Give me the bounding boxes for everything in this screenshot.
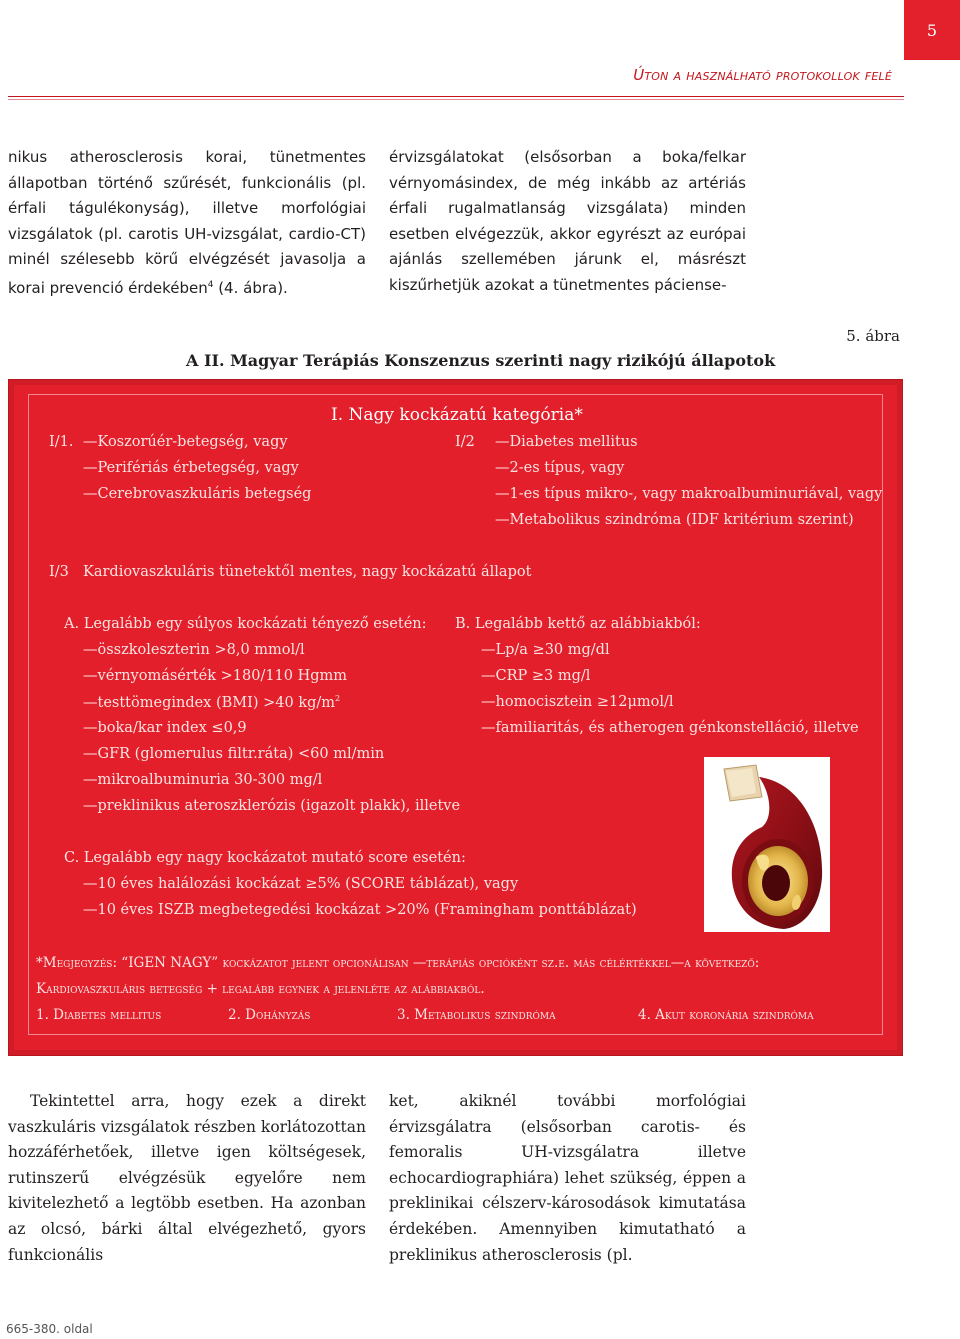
b-item: —familiaritás, és atherogen génkonstelláció, illetve [481,720,859,736]
top-text-column-2 [389,145,746,299]
i3-label: I/3 [49,564,69,580]
i2-item: —2-es típus, vagy [495,460,625,476]
i1-item: —Perifériás érbetegség, vagy [83,460,299,476]
a-item: —mikroalbuminuria 30-300 mg/l [83,772,323,788]
a-item: —preklinikus ateroszklerózis (igazolt plakk), illetve [83,798,461,814]
b-item: —Lp/a ≥30 mg/dl [481,642,610,658]
a-item-bmi-text: —testtömegindex (BMI) >40 kg/m [83,694,336,711]
a-item: —vérnyomásérték >180/110 Hgmm [83,668,348,684]
note-item: 1. Diabetes mellitus [36,1007,162,1023]
a-item-bmi [83,694,340,711]
header-rule [8,96,904,97]
a-item: —összkoleszterin >8,0 mmol/l [83,642,305,658]
note-item: 3. Metabolikus szindróma [397,1007,556,1023]
section-c-header: C. Legalább egy nagy kockázatot mutató score esetén: [64,850,466,866]
figure-title: A II. Magyar Terápiás Konszenzus szerinti nagy rizikójú állapotok [186,351,776,370]
i1-item: —Koszorúér-betegség, vagy [83,434,288,450]
i3-text: Kardiovaszkuláris tünetektől mentes, nagy kockázatú állapot [83,564,532,580]
section-a-header: A. Legalább egy súlyos kockázati tényező esetén: [64,616,427,632]
top-col1-text: nikus atherosclerosis korai, tünetmentes állapotban történő szűrését, funkcionális (pl. érfali tágulékonyság), illetve morfológiai vizsgálatok (pl. carotis UH-vizsgálat, cardio-CT) minél szélesebb körű elvégzését javasolja a korai prevenció érdekében [8,148,366,297]
a-item: —GFR (glomerulus filtr.ráta) <60 ml/min [83,746,385,762]
note-item: 2. Dohányzás [228,1007,311,1023]
page-number: 5 [904,0,960,60]
page-footer: 665-380. oldal [6,1322,93,1336]
artery-illustration [704,757,830,932]
artery-cross-section-image [704,757,830,932]
i2-label: I/2 [455,434,475,450]
i1-item: —Cerebrovaszkuláris betegség [83,486,312,502]
note-item: 4. Akut koronária szindróma [638,1007,814,1023]
a-item: —boka/kar index ≤0,9 [83,720,247,736]
i2-item: —1-es típus mikro-, vagy makroalbuminuriával, vagy [495,486,883,502]
i2-item: —Metabolikus szindróma (IDF kritérium szerint) [495,512,854,528]
bottom-text-column-1 [8,1089,366,1268]
top-text-column-1 [8,145,366,302]
running-head: Úton a használható protokollok felé [633,66,892,84]
figure-label: 5. ábra [846,327,900,345]
risk-category-box [8,379,903,1056]
bottom-text-column-2 [389,1089,746,1268]
bottom-col2-text: ket, akiknél további morfológiai érvizsgálatra (elsősorban carotis- és femoralis UH-vizsgálatra illetve echocardiographiára) lehet szükség, éppen a preklinikai célszerv-károsodások kimutatása érdekében. Amennyiben kimutatható a preklinikus atherosclerosis (pl. [389,1092,746,1264]
bmi-sup: 2 [335,694,341,703]
footnote-ref: 4 [207,279,214,290]
note-line-1: *Megjegyzés: “IGEN NAGY” kockázatot jelent opcionálisan —terápiás opcióként sz.e. más célértékkel—a következő: [36,955,760,971]
b-item: —CRP ≥3 mg/l [481,668,591,684]
top-col1-end: (4. ábra). [213,278,288,297]
note-line-2: Kardiovaszkuláris betegség + legalább egynek a jelenléte az alábbiakból. [36,981,485,997]
i1-label: I/1. [49,434,74,450]
bottom-col1-text: Tekintettel arra, hogy ezek a direkt vaszkuláris vizsgálatok részben korlátozottan hozzáférhetőek, illetve igen költségesek, rutinszerű elvégzésük egyelőre nem kivitelezhető a legtöbb esetben. Ha azonban az olcsó, bárki által elvégezhető, gyors funkcionális [8,1092,366,1264]
b-item: —homocisztein ≥12μmol/l [481,694,674,710]
i2-item: —Diabetes mellitus [495,434,638,450]
c-item: —10 éves halálozási kockázat ≥5% (SCORE táblázat), vagy [83,876,519,892]
category-header: I. Nagy kockázatú kategória* [331,405,583,425]
c-item: —10 éves ISZB megbetegedési kockázat >20% (Framingham ponttáblázat) [83,902,637,918]
top-col2-text: érvizsgálatokat (elsősorban a boka/felkar vérnyomásindex, de még inkább az artériás érfali rugalmatlanság vizsgálata) minden esetben elvégezzük, akkor egyrészt az európai ajánlás szellemében járunk el, másrészt kiszűrhetjük azokat a tünetmentes páciense- [389,148,746,294]
section-b-header: B. Legalább kettő az alábbiakból: [455,616,701,632]
header-rule-secondary [8,99,904,100]
